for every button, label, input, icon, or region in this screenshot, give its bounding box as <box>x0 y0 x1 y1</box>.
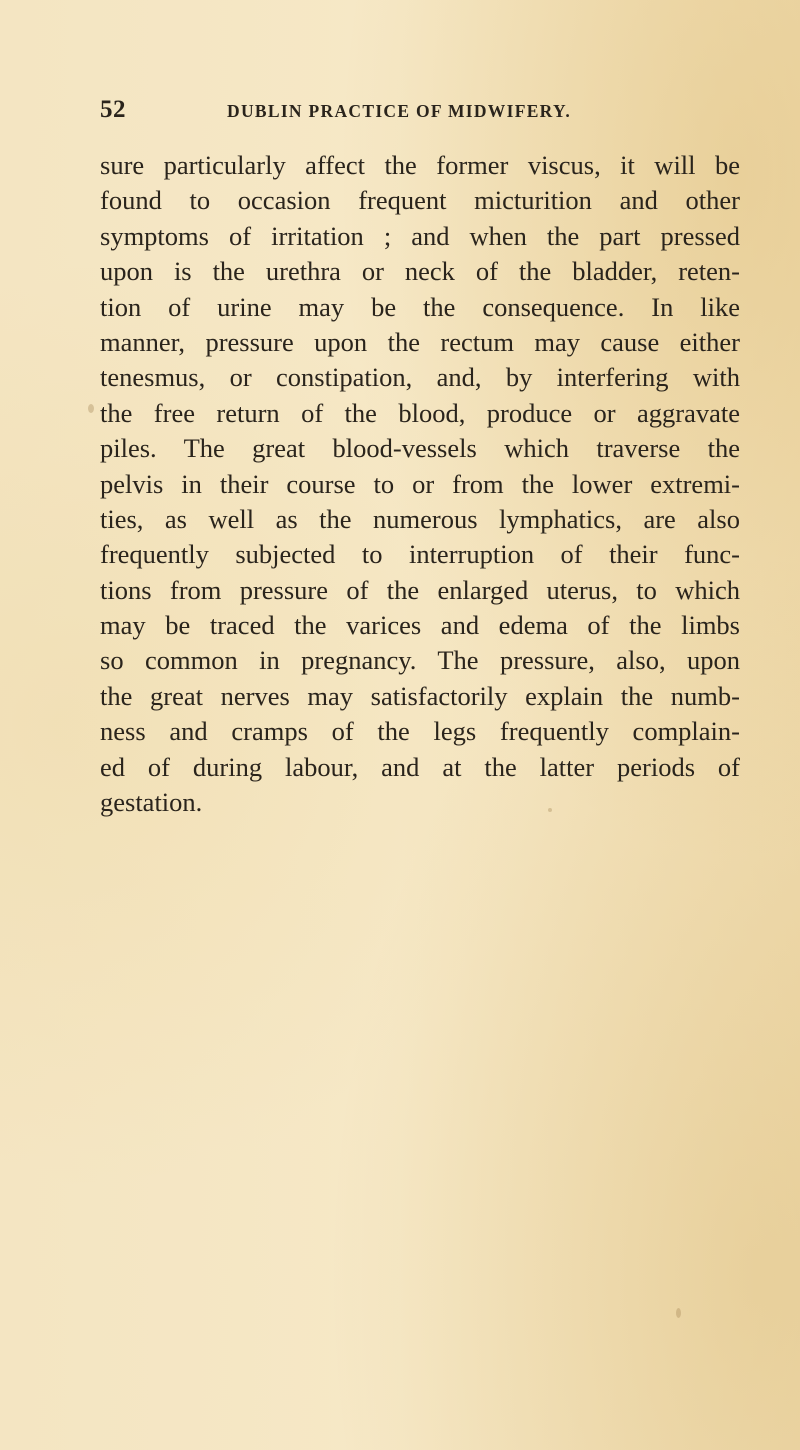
text-line: gestation. <box>100 787 203 818</box>
text-line: sure particularly affect the former viscus, it will be <box>100 150 740 180</box>
text-line: upon is the urethra or neck of the bladder, reten- <box>100 256 740 287</box>
text-line: frequently subjected to interruption of their func- <box>100 539 740 570</box>
page-number: 52 <box>100 96 126 123</box>
text-line: tenesmus, or constipation, and, by interfering with <box>100 362 740 393</box>
text-line: manner, pressure upon the rectum may cause either <box>100 326 740 357</box>
text-line: piles. The great blood-vessels which traverse the <box>100 433 740 464</box>
text-line: tion of urine may be the consequence. In like <box>100 291 740 322</box>
paper-speck <box>88 404 94 413</box>
paper-speck <box>676 1308 681 1318</box>
text-line: symptoms of irritation ; and when the part pressed <box>100 220 740 251</box>
paper-speck <box>548 808 552 812</box>
text-line: found to occasion frequent micturition and other <box>100 185 740 216</box>
text-line: tions from pressure of the enlarged uterus, to which <box>100 574 740 605</box>
text-line: ties, as well as the numerous lymphatics, are also <box>100 503 740 534</box>
text-line: may be traced the varices and edema of the limbs <box>100 610 740 641</box>
text-line: ed of during labour, and at the latter periods of <box>100 751 740 782</box>
body-text <box>100 148 740 820</box>
text-line: the free return of the blood, produce or aggravate <box>100 397 740 428</box>
text-line: pelvis in their course to or from the lower extremi- <box>100 468 740 499</box>
running-head: DUBLIN PRACTICE OF MIDWIFERY. <box>227 101 572 121</box>
page-header <box>100 92 620 128</box>
text-line: so common in pregnancy. The pressure, also, upon <box>100 645 740 676</box>
text-line: ness and cramps of the legs frequently complain- <box>100 716 740 747</box>
text-line: the great nerves may satisfactorily explain the numb- <box>100 680 740 711</box>
